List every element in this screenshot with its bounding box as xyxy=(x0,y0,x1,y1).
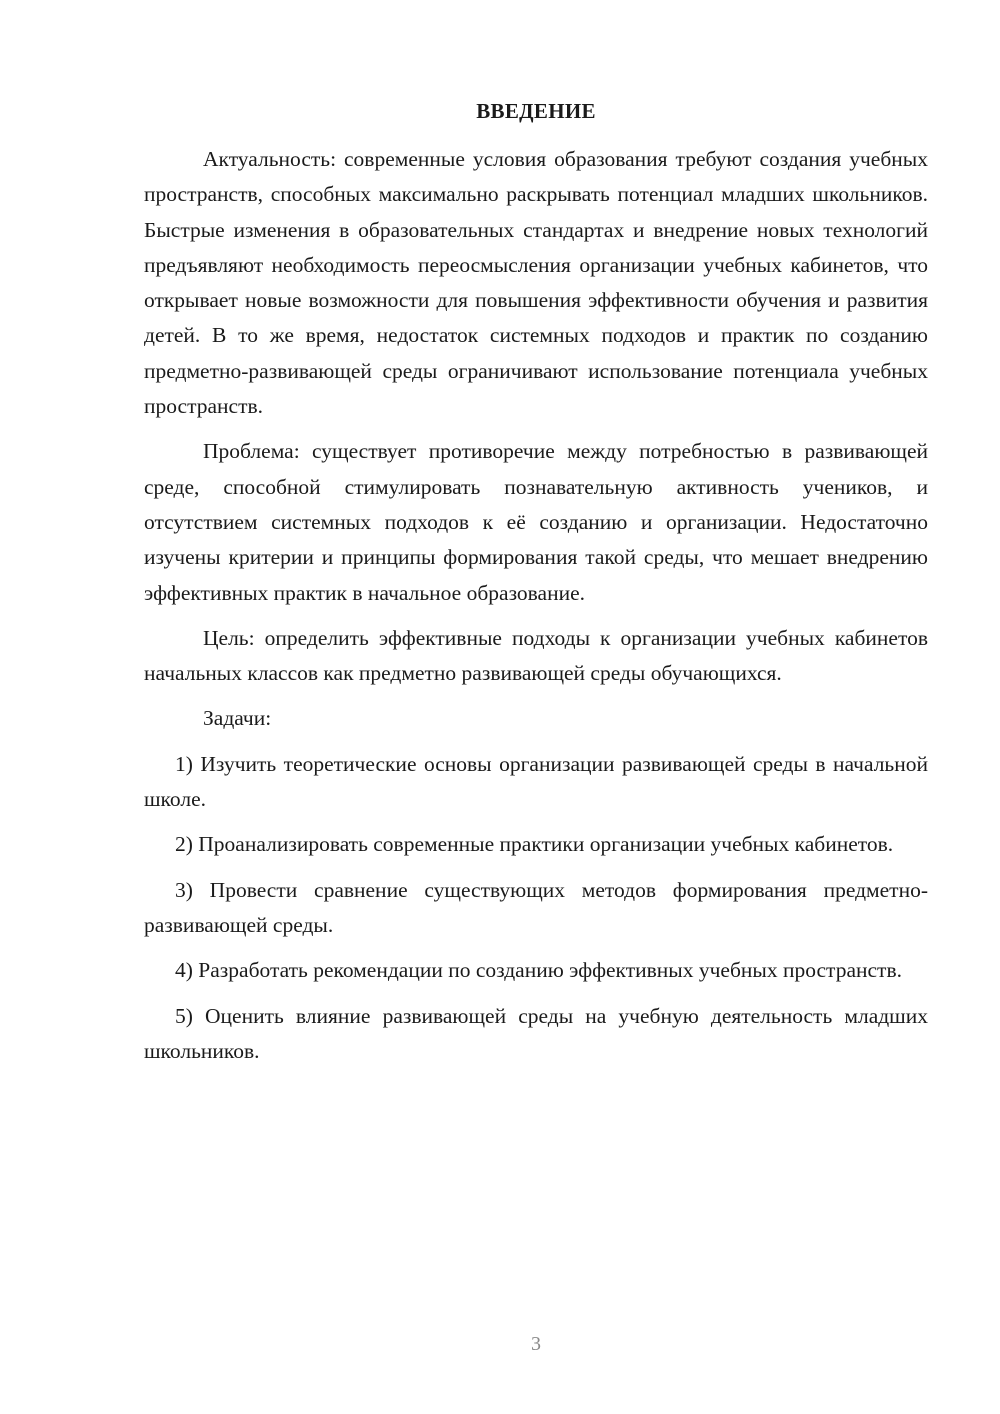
page-number: 3 xyxy=(531,1333,541,1355)
document-page xyxy=(144,96,928,1079)
task-item-3: 3) Провести сравнение существующих методов формирования предметно-развивающей среды. xyxy=(144,877,928,937)
task-item-4: 4) Разработать рекомендации по созданию эффективных учебных пространств. xyxy=(175,958,902,983)
paragraph-problem: Проблема: существует противоречие между потребностью в развивающей среде, способной стимулировать познавательную активность учеников, и отсутствием системных подходов к её созданию и организации. Недостаточно изучены критерии и принципы формирования такой среды, что мешает внедрению эффективных практик в начальное образование. xyxy=(144,439,928,605)
task-item-5: 5) Оценить влияние развивающей среды на учебную деятельность младших школьников. xyxy=(144,1003,928,1063)
paragraph-relevance: Актуальность: современные условия образования требуют создания учебных пространств, способных максимально раскрывать потенциал младших школьников. Быстрые изменения в образовательных стандартах и внедрение новых технологий предъявляют необходимость переосмысления организации учебных кабинетов, что открывает новые возможности для повышения эффективности обучения и развития детей. В то же время, недостаток системных подходов и практик по созданию предметно-развивающей среды ограничивают использование потенциала учебных пространств. xyxy=(144,147,928,419)
task-item-1: 1) Изучить теоретические основы организации развивающей среды в начальной школе. xyxy=(144,751,928,812)
page-title: ВВЕДЕНИЕ xyxy=(476,99,596,123)
task-item-2: 2) Проанализировать современные практики организации учебных кабинетов. xyxy=(175,832,894,857)
tasks-heading: Задачи: xyxy=(203,706,272,731)
paragraph-goal: Цель: определить эффективные подходы к организации учебных кабинетов начальных классов как предметно развивающей среды обучающихся. xyxy=(144,625,928,686)
